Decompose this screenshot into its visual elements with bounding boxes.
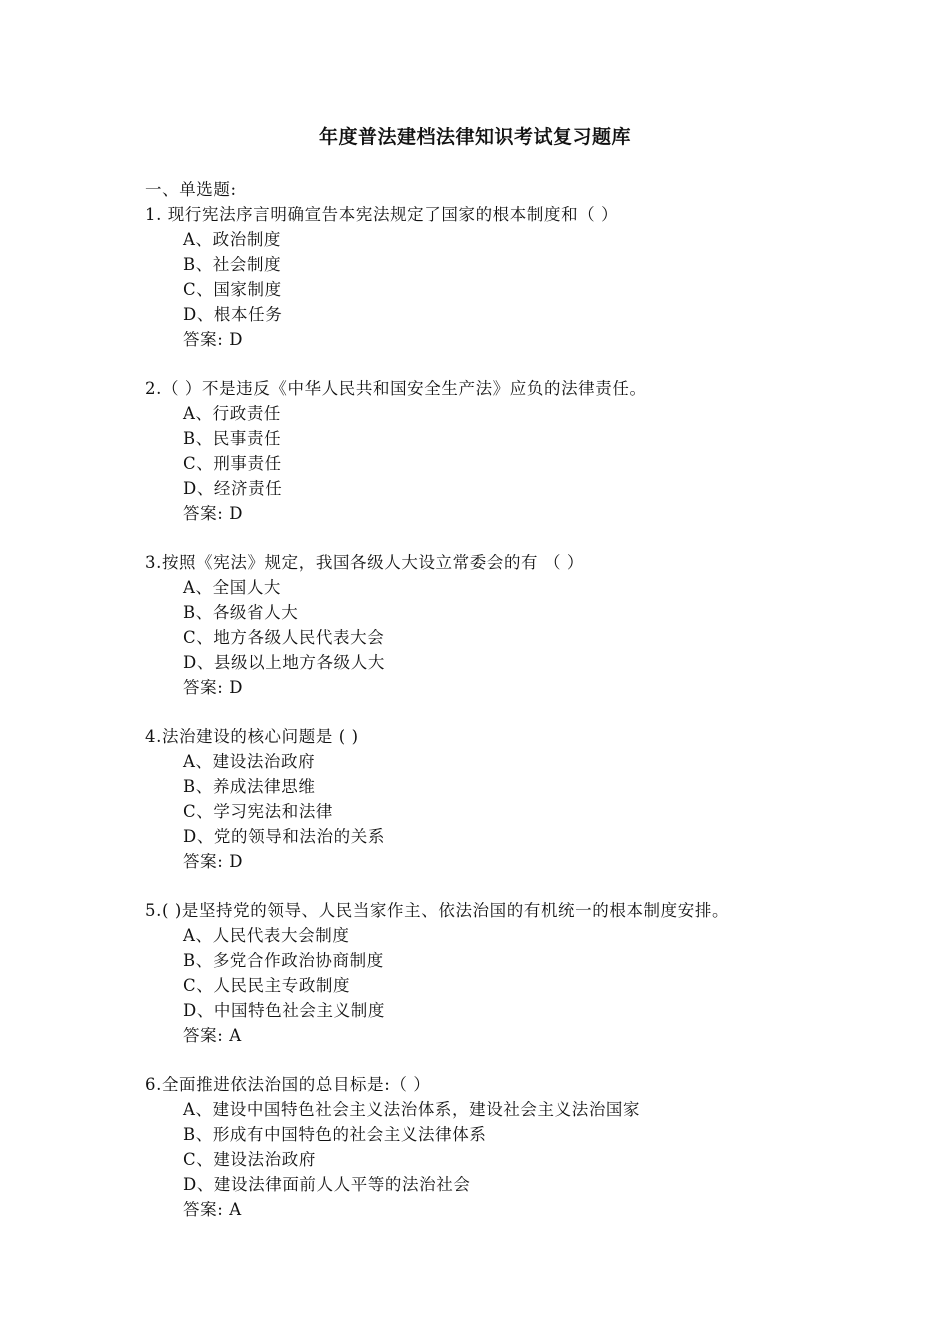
answer: 答案: D (183, 852, 244, 871)
option-b: B、民事责任 (183, 429, 282, 448)
option-b: B、养成法律思维 (183, 777, 316, 796)
option-a: A、政治制度 (183, 230, 282, 249)
document-title: 年度普法建档法律知识考试复习题库 (318, 126, 631, 148)
option-b: B、各级省人大 (183, 603, 299, 622)
option-b: B、多党合作政治协商制度 (183, 951, 384, 970)
option-d: D、党的领导和法治的关系 (183, 827, 385, 846)
option-a: A、人民代表大会制度 (183, 926, 350, 945)
question-4 (145, 724, 865, 874)
option-d: D、经济责任 (183, 479, 283, 498)
option-b: B、形成有中国特色的社会主义法律体系 (183, 1125, 487, 1144)
option-c: C、学习宪法和法律 (183, 802, 334, 821)
option-c: C、刑事责任 (183, 454, 282, 473)
question-stem: 1. 现行宪法序言明确宣告本宪法规定了国家的根本制度和（ ） (145, 205, 619, 224)
option-d: D、建设法律面前人人平等的法治社会 (183, 1175, 471, 1194)
answer: 答案: D (183, 678, 244, 697)
option-b: B、社会制度 (183, 255, 282, 274)
answer: 答案: A (183, 1026, 242, 1045)
answer: 答案: D (183, 504, 244, 523)
option-d: D、根本任务 (183, 305, 283, 324)
option-c: C、国家制度 (183, 280, 282, 299)
question-stem: 3.按照《宪法》规定，我国各级人大设立常委会的有 （ ） (145, 553, 585, 572)
question-stem: 6.全面推进依法治国的总目标是:（ ） (145, 1075, 431, 1094)
option-c: C、地方各级人民代表大会 (183, 628, 385, 647)
answer: 答案: A (183, 1200, 242, 1219)
question-1 (145, 202, 865, 352)
question-6 (145, 1072, 865, 1222)
question-stem: 4.法治建设的核心问题是 ( ) (145, 727, 359, 746)
option-c: C、人民民主专政制度 (183, 976, 351, 995)
option-a: A、建设中国特色社会主义法治体系，建设社会主义法治国家 (183, 1100, 641, 1119)
option-c: C、建设法治政府 (183, 1150, 316, 1169)
option-d: D、县级以上地方各级人大 (183, 653, 385, 672)
option-d: D、中国特色社会主义制度 (183, 1001, 385, 1020)
question-2 (145, 376, 865, 526)
option-a: A、全国人大 (183, 578, 282, 597)
question-list (145, 177, 865, 1246)
question-stem: 2.（ ）不是违反《中华人民共和国安全生产法》应负的法律责任。 (145, 379, 647, 398)
question-3 (145, 550, 865, 700)
question-5 (145, 898, 865, 1048)
section-heading: 一、单选题: (145, 180, 237, 199)
answer: 答案: D (183, 330, 244, 349)
option-a: A、行政责任 (183, 404, 282, 423)
option-a: A、建设法治政府 (183, 752, 316, 771)
question-stem: 5.( )是坚持党的领导、人民当家作主、依法治国的有机统一的根本制度安排。 (145, 901, 730, 920)
